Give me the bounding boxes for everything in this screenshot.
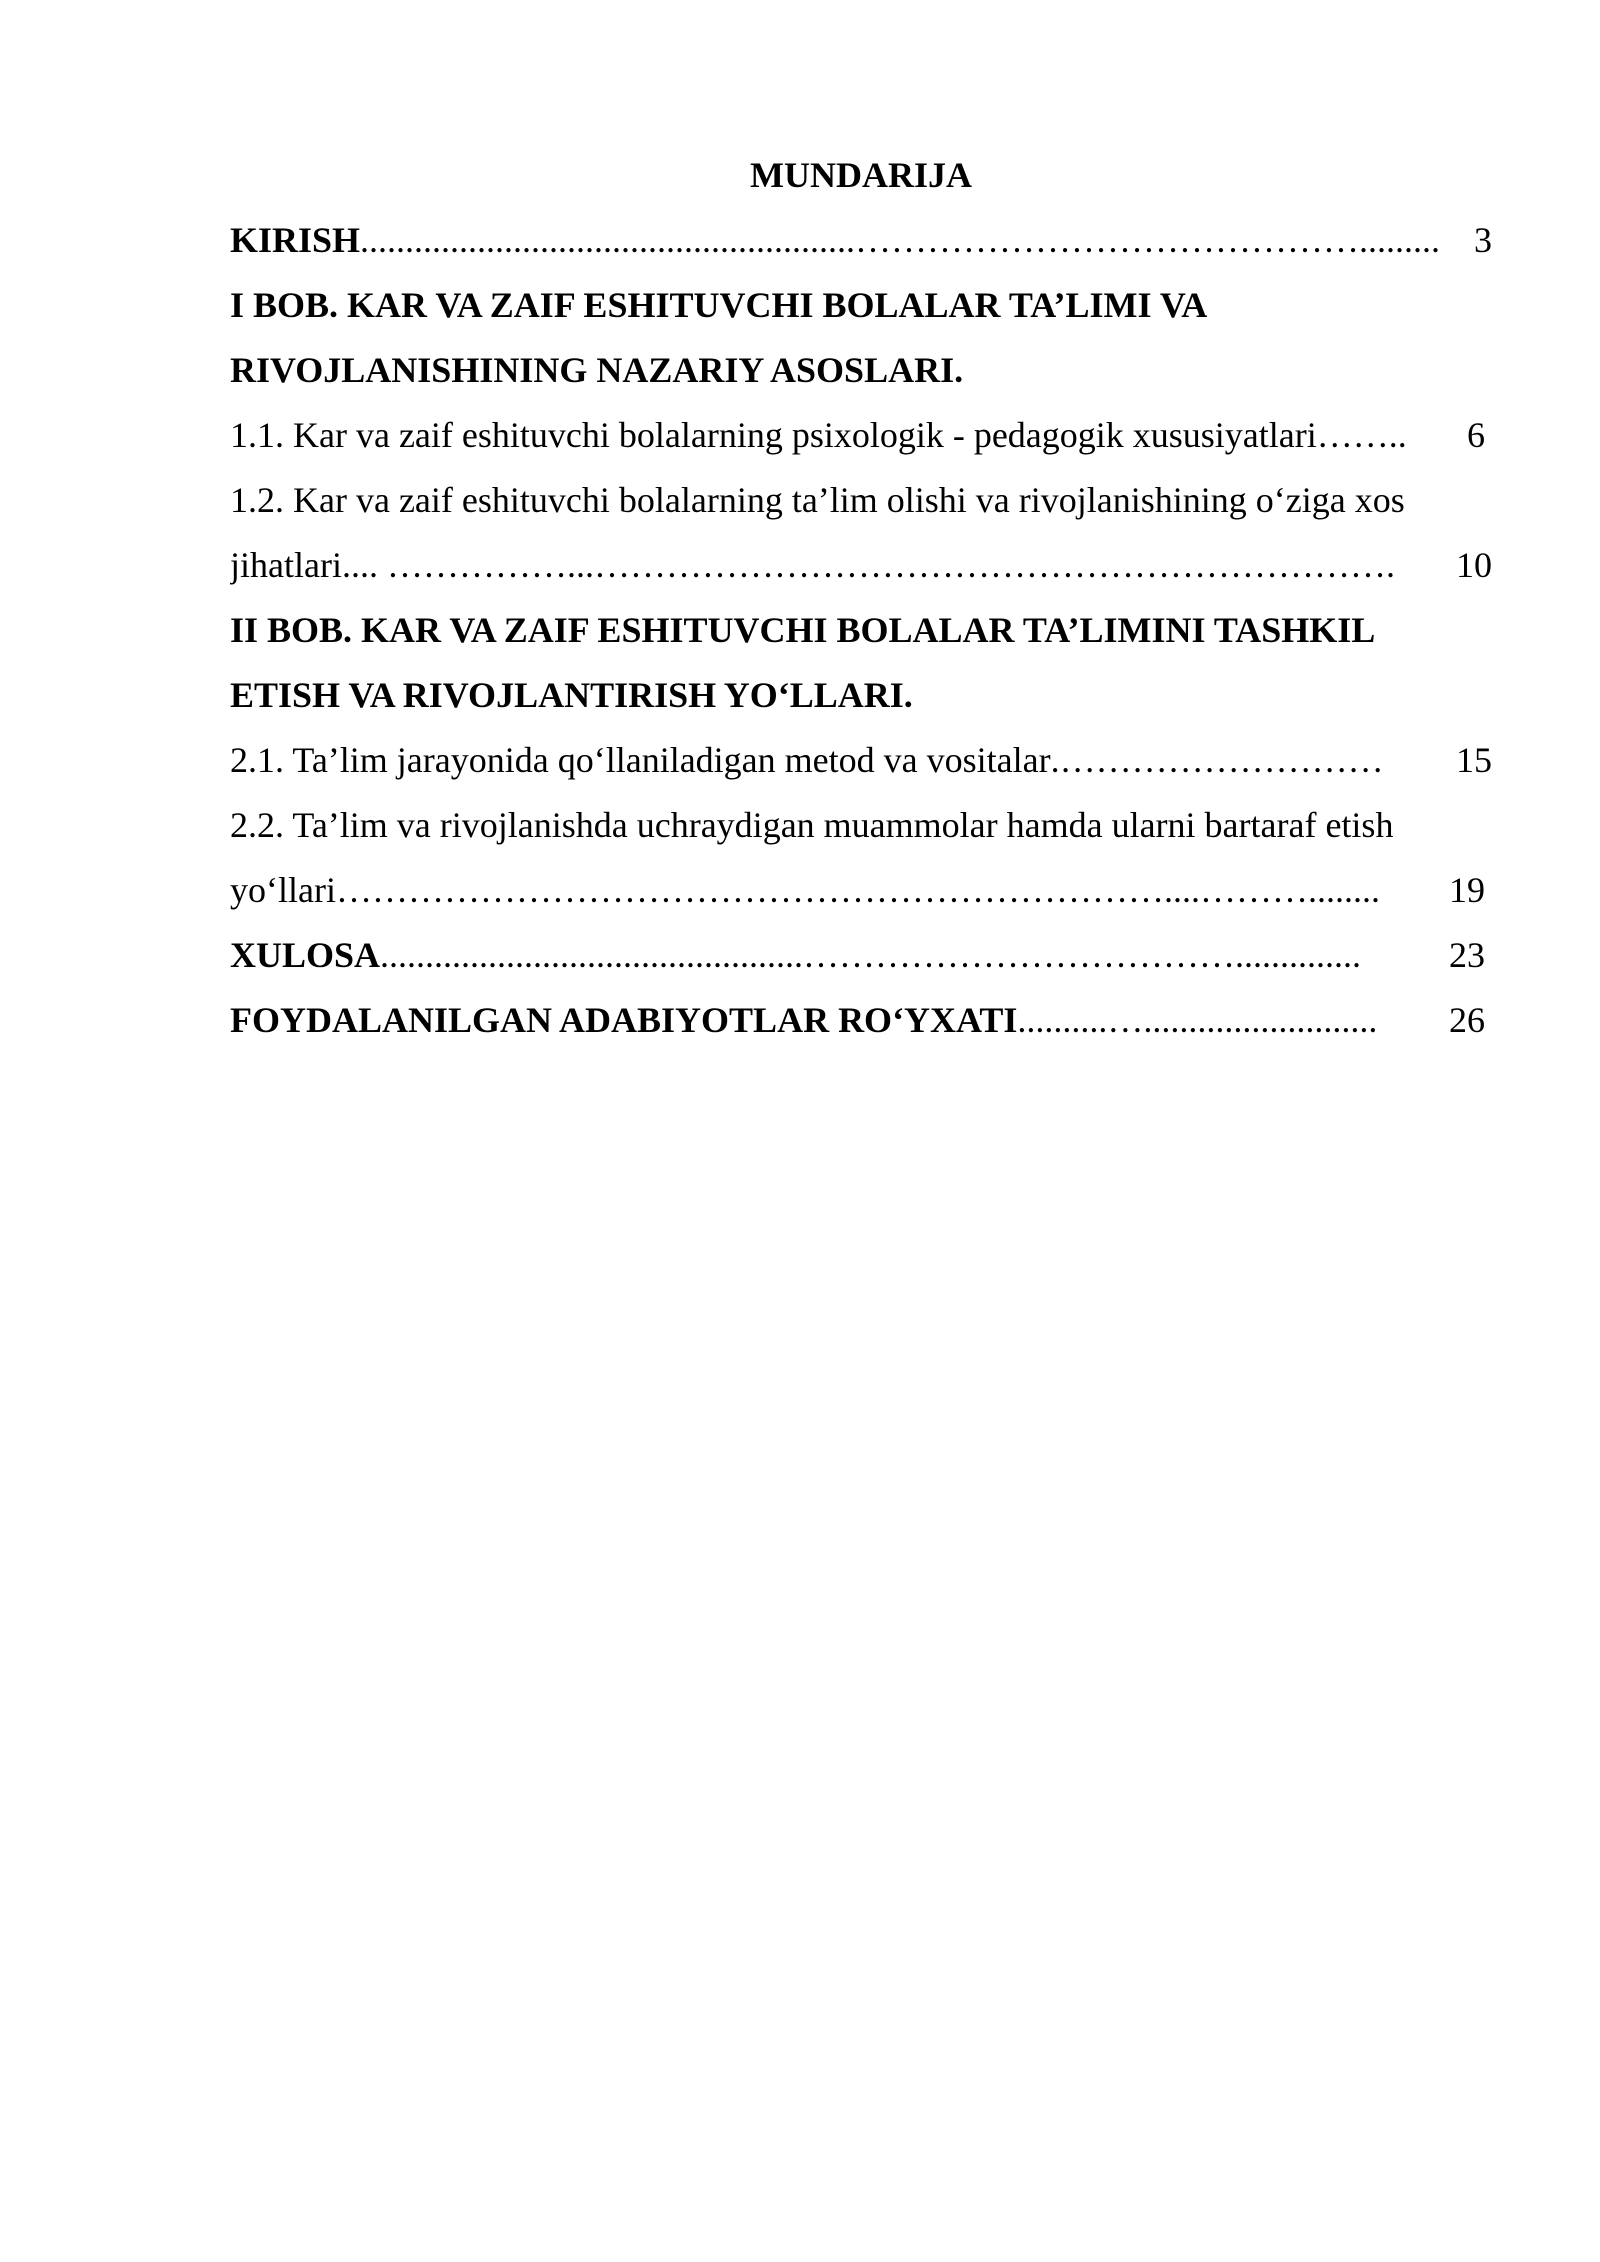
toc-entry-text: 2.1. Ta’lim jarayonida qo‘llaniladigan metod va vositalar (230, 740, 1051, 780)
toc-entry-xulosa (230, 923, 1485, 988)
toc-leader-dots: ……………………………………………………………....………........ (335, 870, 1380, 910)
toc-page-number: 15 (1456, 740, 1492, 780)
toc-leader-dots: ...............................................……………………………….............. (380, 935, 1362, 975)
toc-entry-2-2-line-2 (230, 858, 1485, 923)
toc-chapter-1-heading-line-1: I BOB. KAR VA ZAIF ESHITUVCHI BOLALAR TA’LIMI VA (230, 285, 1208, 325)
toc-page-number: 3 (1474, 220, 1492, 260)
toc-entry-references (230, 988, 1485, 1053)
toc-entry-1-1 (230, 403, 1485, 468)
toc-entry-text: KIRISH (230, 220, 361, 260)
toc-entry-1-2-line-2 (230, 533, 1492, 598)
toc-page-number: 19 (1449, 870, 1485, 910)
toc-leader-dots: …….. (1316, 415, 1407, 455)
toc-leader-dots: .……………………… (1050, 740, 1384, 780)
toc-entry-kirish (230, 208, 1492, 273)
toc-leader-dots: .......................................................……………………………………......... (360, 220, 1441, 260)
toc-page-number: 6 (1467, 415, 1485, 455)
toc-chapter-1-heading-line-2: RIVOJLANISHINING NAZARIY ASOSLARI. (230, 350, 964, 390)
toc-entry-text: jihatlari (230, 545, 342, 585)
toc-chapter-2-heading-line-1: II BOB. KAR VA ZAIF ESHITUVCHI BOLALAR TA’LIMINI TASHKIL (230, 610, 1376, 650)
toc-entry-1-2-line-1: 1.2. Kar va zaif eshituvchi bolalarning ta’lim olishi va rivojlanishining o‘ziga xos (230, 480, 1405, 520)
toc-leader-dots: .... ……………...…………………………………………………………. (341, 545, 1395, 585)
toc-entry-text: FOYDALANILGAN ADABIYOTLAR RO‘YXATI (230, 1000, 1018, 1040)
toc-entry-2-1 (230, 728, 1492, 793)
toc-page-number: 10 (1456, 545, 1492, 585)
toc-page-number: 26 (1449, 1000, 1485, 1040)
table-of-contents-page (230, 143, 1492, 1053)
toc-entry-text: XULOSA (230, 935, 381, 975)
toc-entry-text: 1.1. Kar va zaif eshituvchi bolalarning psixologik - pedagogik xususiyatlari (230, 415, 1317, 455)
toc-page-number: 23 (1449, 935, 1485, 975)
toc-leader-dots: ..........….......................... (1017, 1000, 1378, 1040)
toc-entry-text: yo‘llari (230, 870, 336, 910)
page-title: MUNDARIJA (750, 155, 972, 195)
toc-entry-2-2-line-1: 2.2. Ta’lim va rivojlanishda uchraydigan muammolar hamda ularni bartaraf etish (230, 805, 1394, 845)
toc-chapter-2-heading-line-2: ETISH VA RIVOJLANTIRISH YO‘LLARI. (230, 675, 913, 715)
